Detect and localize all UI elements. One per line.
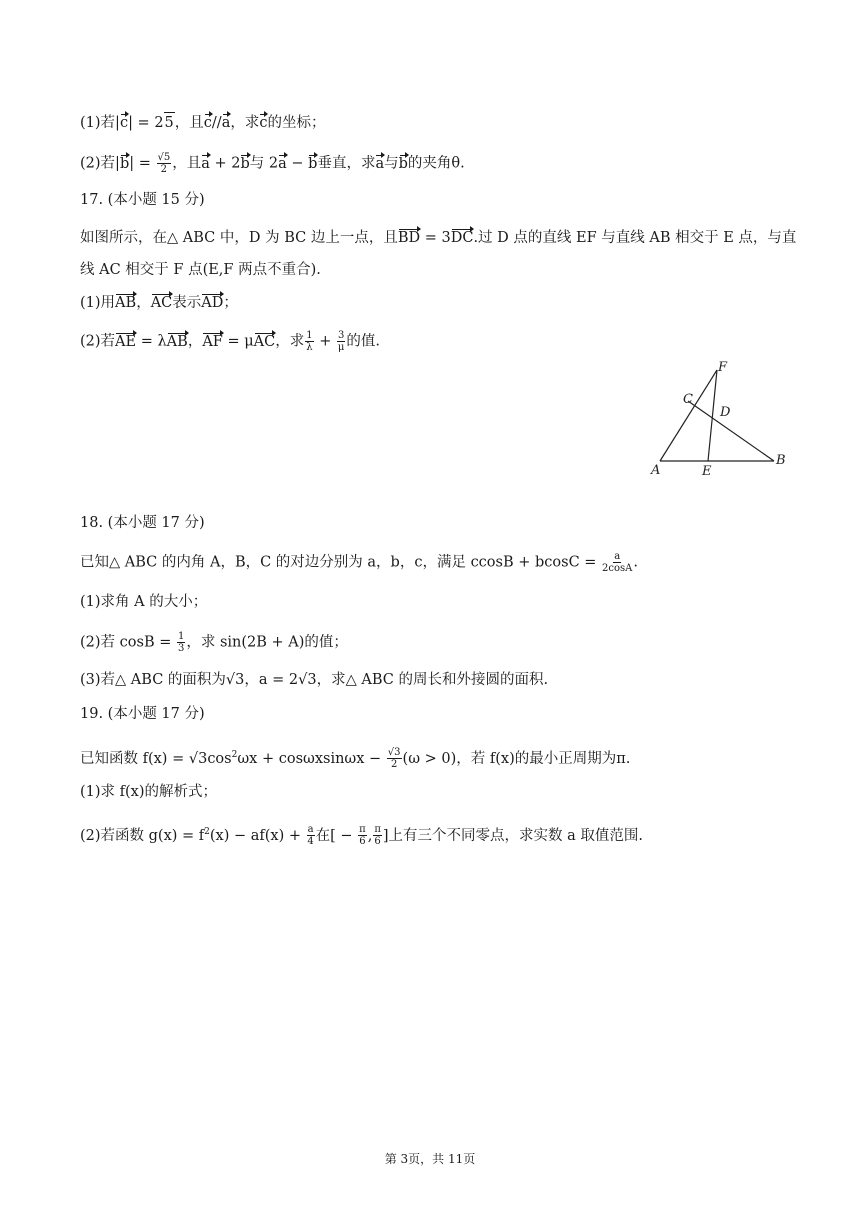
- problem-19-heading: 19. (本小题 17 分): [80, 706, 205, 722]
- vector-dc: DC: [450, 230, 474, 246]
- fraction: [157, 152, 172, 175]
- text: ，求△ ABC 的周长和外接圆的面积.: [316, 672, 549, 688]
- page-footer: 第 3页，共 11页: [384, 1152, 476, 1166]
- text: ，求: [275, 333, 305, 350]
- vector-b: b: [308, 155, 318, 172]
- vector-bd: BD: [397, 230, 421, 246]
- radical: √3: [298, 672, 317, 688]
- text: | =: [129, 155, 156, 172]
- vector-b: b: [240, 155, 250, 172]
- text: = λ: [136, 333, 167, 350]
- text: 与: [384, 155, 399, 172]
- label-d: D: [720, 405, 731, 420]
- vector-b: b: [119, 155, 130, 172]
- label-e: E: [702, 464, 712, 479]
- problem-18-part-2: [80, 631, 348, 654]
- denominator: 6: [359, 836, 366, 848]
- text: = 3: [420, 230, 451, 246]
- text: (3)若△ ABC 的面积为: [80, 672, 226, 688]
- numerator: a: [307, 824, 314, 836]
- denominator: μ: [337, 342, 345, 353]
- problem-16-part-2: [80, 152, 465, 175]
- label-f: F: [718, 360, 728, 375]
- vector-ae: AE: [115, 333, 137, 350]
- problem-17-part-1: [80, 293, 238, 313]
- text: ωx + cosωxsinωx −: [237, 750, 386, 767]
- text: .: [633, 554, 638, 571]
- denominator: 3: [177, 643, 185, 654]
- numerator: √3: [387, 747, 401, 759]
- problem-18-heading: 18. (本小题 17 分): [80, 515, 205, 531]
- text: 已知函数 f(x) =: [80, 750, 189, 767]
- numerator: √5: [157, 152, 171, 163]
- text: (2)若: [80, 333, 116, 350]
- vector-ab: AB: [115, 295, 137, 311]
- problem-16-part-1: [80, 112, 325, 133]
- vector-ad: AD: [201, 295, 224, 311]
- text: ，求: [230, 115, 260, 131]
- exponent: 2: [204, 827, 210, 837]
- numerator: a: [614, 551, 621, 562]
- vector-b: b: [398, 155, 408, 172]
- denominator: λ: [306, 342, 313, 353]
- vector-c: c: [259, 115, 268, 131]
- text: 与 2: [249, 155, 279, 172]
- text: (2)若|: [80, 155, 120, 172]
- radical: √3: [188, 750, 208, 767]
- vector-a: a: [201, 155, 210, 172]
- problem-18-part-1: (1)求角 A 的大小；: [80, 594, 208, 610]
- denominator: 2: [390, 759, 398, 771]
- text: + 2: [209, 155, 241, 172]
- text: 在[ −: [315, 827, 358, 844]
- fraction: [305, 330, 313, 353]
- text: .过 D 点的直线 EF 与直线 AB 相交于 E 点，与直: [473, 230, 797, 246]
- fraction: [602, 551, 632, 574]
- text: ；: [223, 295, 238, 311]
- problem-19-part-1: (1)求 f(x)的解析式；: [80, 784, 218, 800]
- text: 的夹角θ.: [407, 155, 465, 172]
- triangle-figure: [640, 358, 810, 483]
- vector-af: AF: [202, 333, 223, 350]
- text: 的坐标；: [267, 115, 326, 131]
- numerator: π: [359, 824, 366, 836]
- numerator: 1: [177, 631, 185, 642]
- label-b: B: [776, 453, 786, 468]
- fraction: [358, 824, 367, 847]
- text: 垂直，求: [317, 155, 376, 172]
- denominator: 2: [160, 164, 168, 175]
- text: cos: [207, 750, 232, 767]
- numerator: 1: [306, 330, 313, 341]
- text: +: [314, 333, 336, 350]
- vector-ac: AC: [253, 333, 276, 350]
- numerator: π: [374, 824, 381, 836]
- label-a: A: [651, 463, 661, 478]
- fraction: [373, 824, 382, 847]
- denominator: 6: [374, 836, 381, 848]
- exponent: 2: [231, 750, 238, 760]
- vector-a: a: [278, 155, 287, 172]
- text: | = 2: [128, 115, 164, 131]
- vector-c: c: [203, 115, 212, 131]
- text: (2)若 cosB =: [80, 634, 176, 651]
- text: //: [211, 115, 222, 131]
- segment-cb: [688, 401, 774, 461]
- text: ，且: [174, 115, 204, 131]
- text: 的值.: [346, 333, 380, 350]
- text: 如图所示，在△ ABC 中，D 为 BC 边上一点，且: [80, 230, 398, 246]
- vector-ab: AB: [166, 333, 188, 350]
- fraction: [177, 631, 185, 654]
- radical: √3: [225, 672, 245, 688]
- numerator: 3: [337, 330, 345, 341]
- text: ，: [187, 333, 203, 350]
- radical: 5: [164, 112, 175, 133]
- vector-a: a: [375, 155, 385, 172]
- vector-c: c: [119, 115, 129, 131]
- problem-18-body: [80, 551, 638, 574]
- label-c: C: [683, 392, 693, 407]
- text: (x) − af(x) +: [209, 827, 306, 844]
- text: ，且: [172, 155, 202, 172]
- text: 已知△ ABC 的内角 A，B，C 的对边分别为 a，b，c，满足 ccosB + bcosC =: [80, 554, 602, 571]
- denominator: 2cosA: [602, 563, 633, 574]
- problem-19-part-2: [80, 822, 643, 847]
- problem-18-part-3: [80, 670, 548, 690]
- text: = μ: [222, 333, 254, 350]
- problem-17-heading: 17. (本小题 15 分): [80, 192, 205, 208]
- text: (1)用: [80, 295, 116, 311]
- problem-17-body-line-1: [80, 228, 796, 248]
- vector-a: a: [221, 115, 231, 131]
- text: (ω > 0)，若 f(x)的最小正周期为π.: [402, 750, 631, 767]
- vector-ac: AC: [150, 295, 173, 311]
- text: ,: [367, 827, 373, 844]
- text: 表示: [172, 295, 202, 311]
- text: (1)若|: [80, 115, 120, 131]
- text: ，: [136, 295, 151, 311]
- problem-19-body: [80, 745, 630, 770]
- text: ，求 sin(2B + A)的值；: [186, 634, 348, 651]
- denominator: 4: [307, 836, 314, 848]
- fraction: [337, 330, 345, 353]
- problem-17-body-line-2: 线 AC 相交于 F 点(E,F 两点不重合).: [80, 262, 321, 278]
- text: ]上有三个不同零点，求实数 a 取值范围.: [382, 827, 644, 844]
- text: (2)若函数 g(x) = f: [80, 827, 205, 844]
- text: −: [286, 155, 309, 172]
- fraction: [387, 747, 402, 770]
- fraction: [307, 824, 315, 847]
- problem-17-part-2: [80, 330, 380, 353]
- text: ，a = 2: [244, 672, 299, 688]
